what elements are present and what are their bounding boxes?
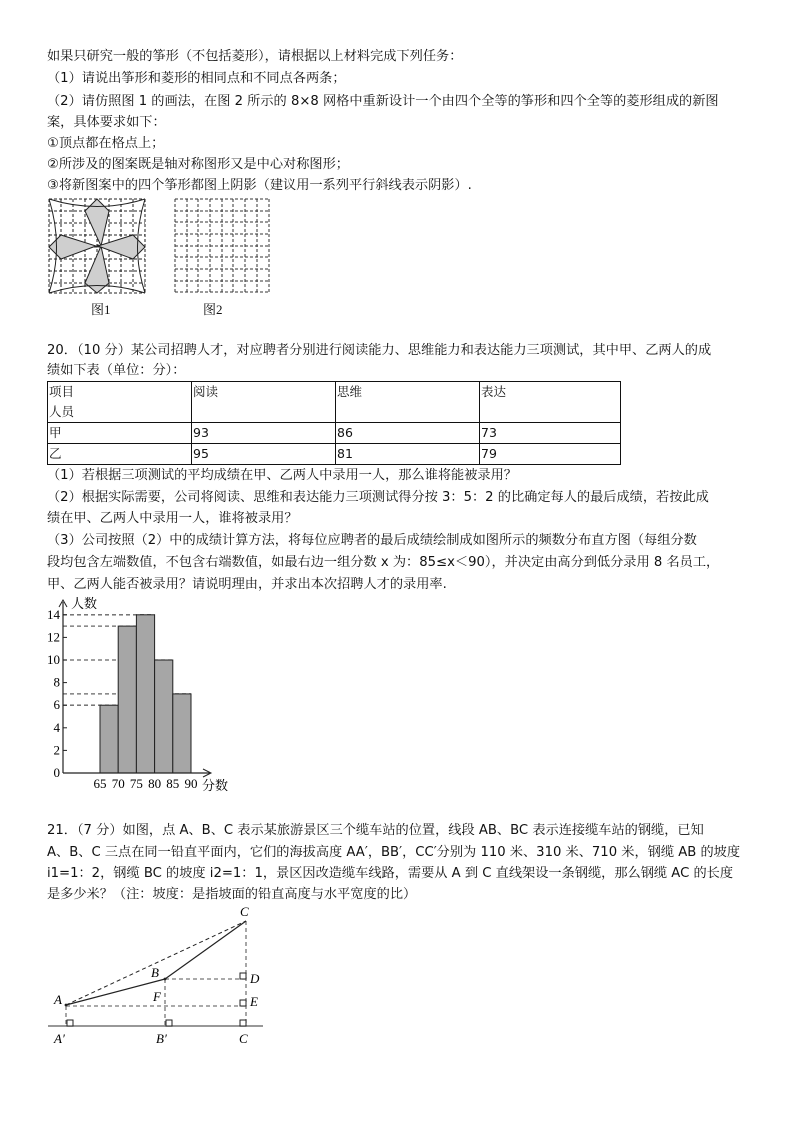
label-b: B	[151, 965, 159, 980]
q20-stem-line-2: 绩如下表（单位：分）：	[47, 363, 186, 378]
q21-stem-line-2: A、B、C 三点在同一铅直平面内，它们的海拔高度 AA′，BB′，CC′分别为 110 米、310 米、710 米，钢缆 AB 的坡度	[47, 845, 741, 860]
intro-task-1: （1）请说出筝形和菱形的相同点和不同点各两条；	[47, 71, 346, 86]
intro-req-3: ③将新图案中的四个筝形都图上阴影（建议用一系列平行斜线表示阴影）.	[47, 178, 472, 193]
header-item-label: 项目	[49, 384, 75, 399]
table-header-thinking: 思维	[336, 382, 480, 423]
table-header-reading: 阅读	[192, 382, 336, 423]
intro-req-1: ①顶点都在格点上；	[47, 136, 165, 151]
cell-reading: 95	[192, 444, 336, 465]
intro-line-1: 如果只研究一般的筝形（不包括菱形），请根据以上材料完成下列任务：	[47, 49, 463, 64]
cell-thinking: 81	[336, 444, 480, 465]
q20-sub-3-cont-2: 甲、乙两人能否被录用？请说明理由，并求出本次招聘人才的录用率.	[47, 577, 447, 592]
svg-text:70: 70	[111, 776, 125, 791]
svg-text:75: 75	[129, 776, 143, 791]
label-c-top: C	[240, 904, 249, 919]
cell-expression: 79	[480, 444, 621, 465]
y-axis-label: 人数	[71, 597, 98, 612]
svg-text:2: 2	[53, 742, 60, 758]
svg-text:8: 8	[53, 674, 60, 690]
q21-stem-line-4: 是多少米？（注：坡度：是指坡面的铅直高度与水平宽度的比）	[47, 887, 417, 902]
svg-text:80: 80	[148, 776, 162, 791]
table-header-corner	[48, 382, 192, 423]
label-c-bottom: C	[239, 1031, 248, 1046]
cell-reading: 93	[192, 423, 336, 444]
svg-text:90: 90	[184, 776, 198, 791]
label-f: F	[153, 989, 161, 1004]
header-person-label: 人员	[49, 404, 75, 419]
x-axis-label: 分数	[202, 779, 229, 794]
figure-1-kite-pattern	[46, 196, 150, 296]
svg-text:85: 85	[166, 776, 180, 791]
svg-text:12: 12	[47, 629, 60, 645]
cable-car-diagram	[40, 900, 280, 1050]
q20-sub-2: （2）根据实际需要，公司将阅读、思维和表达能力三项测试得分按 3：5：2 的比确定每人的最后成绩，若按此成	[47, 490, 709, 505]
score-table	[47, 381, 621, 465]
histogram-bar	[155, 660, 173, 773]
table-row	[48, 444, 621, 465]
intro-task-2-cont: 案，具体要求如下：	[47, 115, 166, 130]
svg-text:14: 14	[47, 606, 60, 622]
svg-text:4: 4	[53, 719, 60, 735]
figure-2-empty-grid	[172, 196, 272, 296]
histogram-bar	[173, 694, 191, 773]
label-a: A	[54, 992, 62, 1007]
segment-bc	[165, 921, 246, 979]
svg-text:10: 10	[47, 652, 60, 667]
histogram-bar	[118, 626, 136, 773]
row-name: 乙	[48, 444, 192, 465]
segment-ab	[66, 979, 165, 1005]
label-d: D	[250, 971, 260, 986]
figure-1-caption: 图1	[91, 302, 111, 317]
intro-req-2: ②所涉及的图案既是轴对称图形又是中心对称图形；	[47, 157, 349, 172]
table-header-row	[48, 382, 621, 423]
histogram-bar	[100, 705, 118, 773]
q21-stem-line-3: i1=1：2，钢缆 BC 的坡度 i2=1：1，景区因改造缆车线路，需要从 A 到 C 直线架设一条钢缆，那么钢缆 AC 的长度	[47, 866, 734, 881]
label-e: E	[250, 994, 258, 1009]
cell-expression: 73	[480, 423, 621, 444]
q20-sub-3-cont-1: 段均包含左端数值，不包含右端数值，如最右边一组分数 x 为：85≤x＜90），并决定由高分到低分录用 8 名员工，	[47, 555, 720, 570]
q20-sub-2-cont: 绩在甲、乙两人中录用一人，谁将被录用？	[47, 511, 298, 526]
cell-thinking: 86	[336, 423, 480, 444]
q21-stem-line-1: 21．（7 分）如图，点 A、B、C 表示某旅游景区三个缆车站的位置，线段 AB、BC 表示连接缆车站的钢缆，已知	[47, 823, 704, 838]
histogram-bar	[136, 615, 154, 773]
table-header-expression: 表达	[480, 382, 621, 423]
svg-text:6: 6	[53, 697, 60, 713]
row-name: 甲	[48, 423, 192, 444]
label-a-prime: A′	[54, 1031, 65, 1046]
frequency-histogram	[40, 592, 240, 797]
figure-2-caption: 图2	[203, 302, 223, 317]
table-row	[48, 423, 621, 444]
q20-stem-line-1: 20．（10 分）某公司招聘人才，对应聘者分别进行阅读能力、思维能力和表达能力三项测试，其中甲、乙两人的成	[47, 343, 712, 358]
q20-sub-3: （3）公司按照（2）中的成绩计算方法，将每位应聘者的最后成绩绘制成如图所示的频数分布直方图（每组分数	[47, 533, 697, 548]
label-b-prime: B′	[156, 1031, 167, 1046]
q20-sub-1: （1）若根据三项测试的平均成绩在甲、乙两人中录用一人，那么谁将能被录用？	[47, 468, 517, 483]
intro-task-2: （2）请仿照图 1 的画法，在图 2 所示的 8×8 网格中重新设计一个由四个全等的筝形和四个全等的菱形组成的新图	[47, 94, 719, 109]
x-axis-ticks	[94, 776, 198, 791]
svg-text:0: 0	[53, 765, 60, 780]
svg-text:65: 65	[93, 776, 107, 791]
